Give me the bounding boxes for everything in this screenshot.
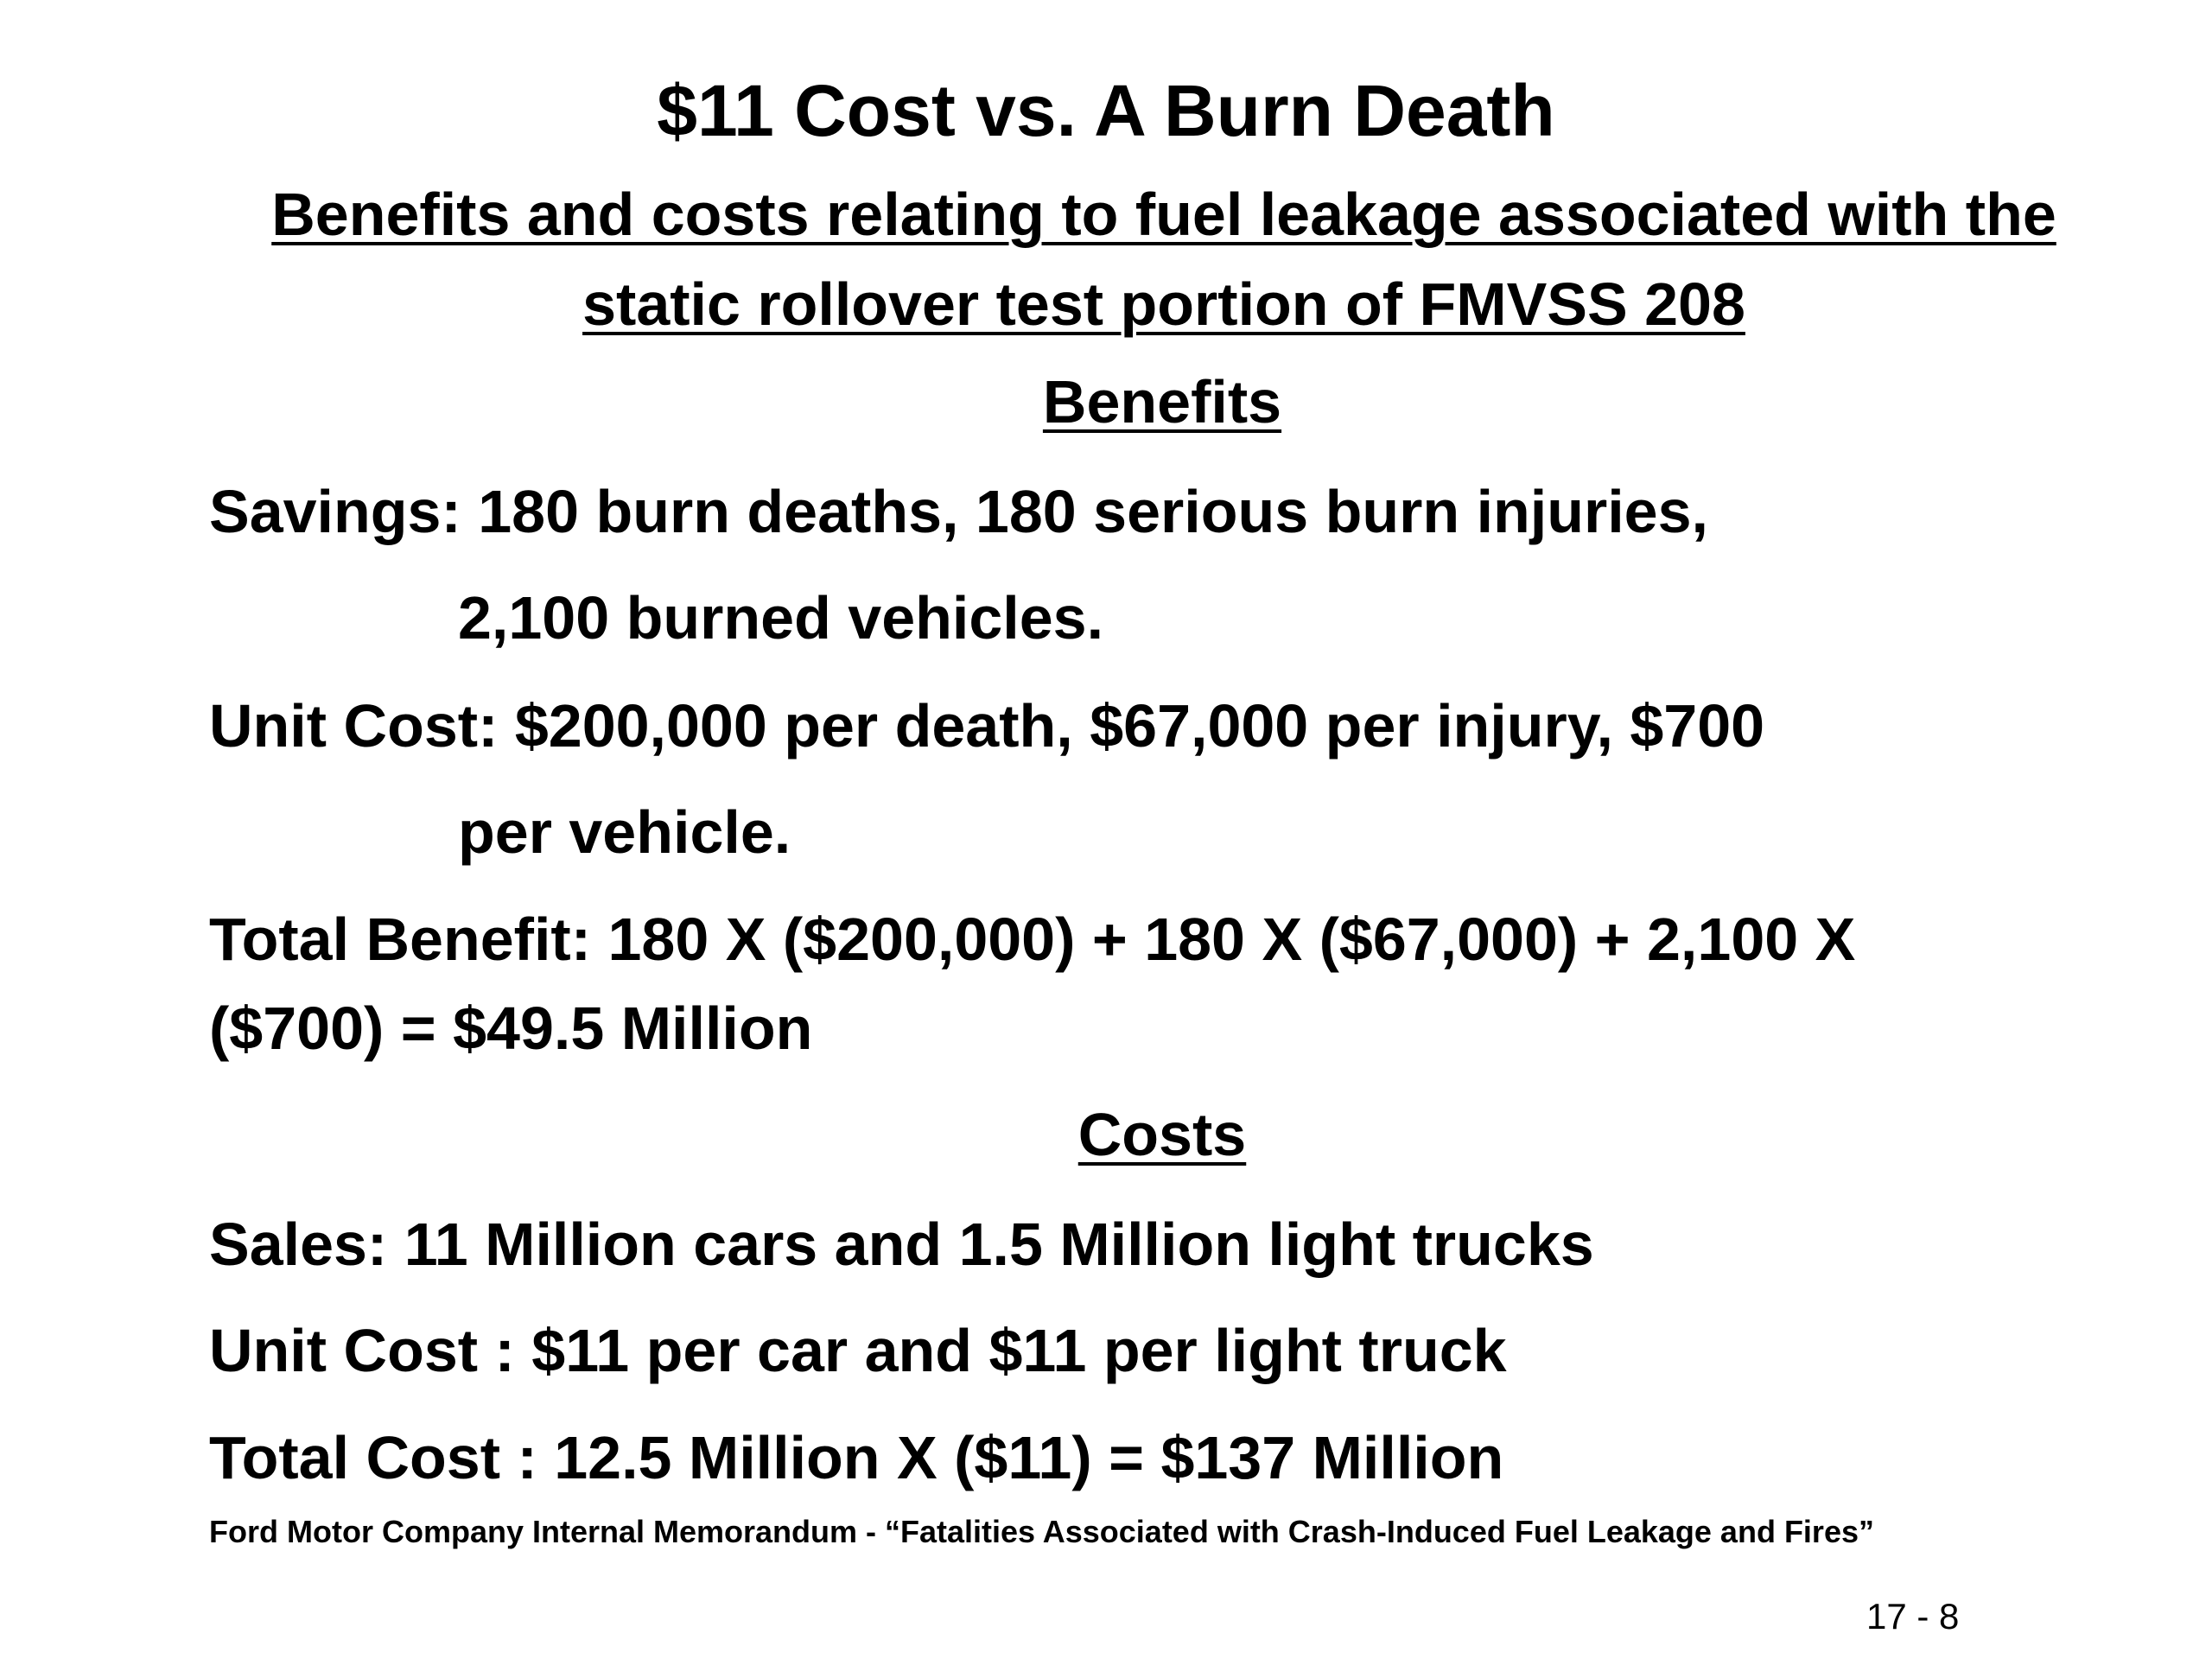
sales-line: Sales: 11 Million cars and 1.5 Million light trucks — [209, 1211, 1594, 1278]
cost-unit-cost-line: Unit Cost : $11 per car and $11 per light truck — [209, 1317, 1507, 1384]
total-benefit-line: Total Benefit: 180 X ($200,000) + 180 X ($67,000) + 2,100 X — [209, 906, 1856, 973]
benefit-unit-cost-line: Unit Cost: $200,000 per death, $67,000 per injury, $700 — [209, 692, 1765, 760]
savings-line: Savings: 180 burn deaths, 180 serious burn injuries, — [209, 478, 1708, 545]
slide-title: $11 Cost vs. A Burn Death — [657, 70, 1555, 151]
benefits-heading: Benefits — [1042, 368, 1282, 435]
benefit-unit-cost-line-continued: per vehicle. — [458, 798, 791, 866]
page-number: 17 - 8 — [1866, 1596, 1960, 1637]
total-cost-line: Total Cost : 12.5 Million X ($11) = $137 Million — [209, 1424, 1504, 1491]
savings-line-continued: 2,100 burned vehicles. — [458, 584, 1104, 652]
slide-subtitle: Benefits and costs relating to fuel leakage associated with the static rollover test portion of FMVSS 208 — [271, 181, 2056, 338]
total-benefit-line-continued: ($700) = $49.5 Million — [209, 995, 813, 1062]
costs-heading: Costs — [1077, 1101, 1247, 1168]
source-footnote: Ford Motor Company Internal Memorandum - “Fatalities Associated with Crash-Induced Fuel Leakage and Fires” — [209, 1514, 1874, 1549]
